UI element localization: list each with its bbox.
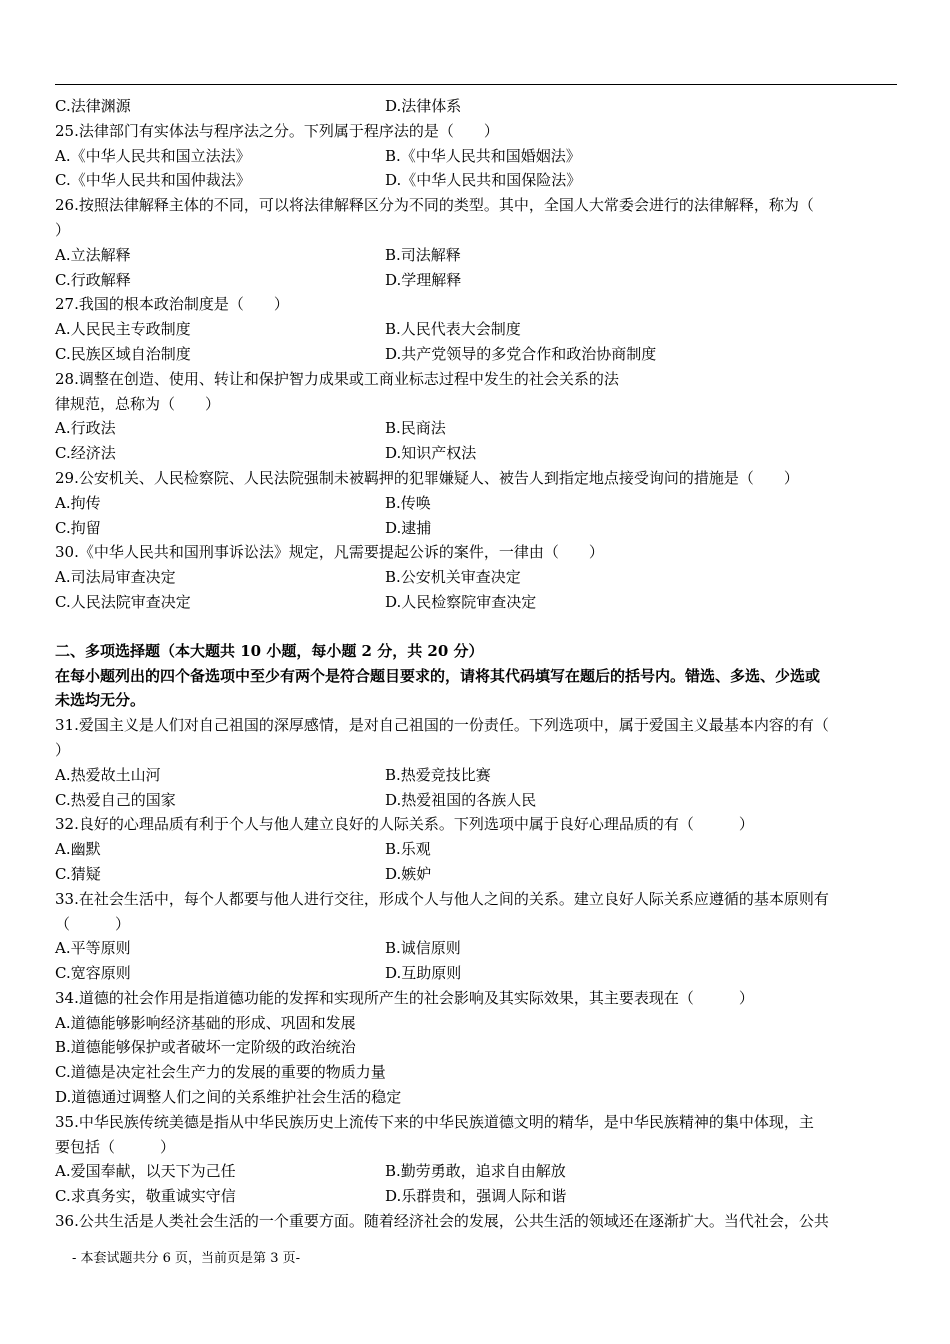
section-heading: 未选均无分。: [55, 691, 146, 710]
option-right: D.共产党领导的多党合作和政治协商制度: [385, 344, 657, 363]
option-left: A.平等原则: [55, 939, 131, 958]
option-right: D.人民检察院审查决定: [385, 592, 537, 611]
question-text: B.道德能够保护或者破坏一定阶级的政治统治: [55, 1038, 356, 1057]
option-right: B.热爱竞技比赛: [385, 765, 491, 784]
options-row: [55, 961, 897, 986]
question-text: 27.我国的根本政治制度是（ ）: [55, 295, 289, 314]
question-text: ）: [55, 220, 71, 239]
options-row: [55, 144, 897, 169]
option-left: C.热爱自己的国家: [55, 790, 176, 809]
option-left: A.行政法: [55, 419, 116, 438]
option-right: D.学理解释: [385, 270, 462, 289]
question-text: D.道德通过调整人们之间的关系维护社会生活的稳定: [55, 1088, 402, 1107]
question-text: 36.公共生活是人类社会生活的一个重要方面。随着经济社会的发展，公共生活的领域还在逐渐扩大。当代社会，公共: [55, 1212, 829, 1231]
option-right: B.司法解释: [385, 245, 461, 264]
option-right: B.人民代表大会制度: [385, 320, 521, 339]
question-text: 33.在社会生活中，每个人都要与他人进行交往，形成个人与他人之间的关系。建立良好人际关系应遵循的基本原则有: [55, 889, 829, 908]
question-text: 30.《中华人民共和国刑事诉讼法》规定，凡需要提起公诉的案件，一律由（ ）: [55, 543, 604, 562]
question-text: 28.调整在创造、使用、转让和保护智力成果或工商业标志过程中发生的社会关系的法: [55, 369, 619, 388]
option-right: D.《中华人民共和国保险法》: [385, 171, 582, 190]
section-gap: [55, 615, 897, 639]
option-right: D.法律体系: [385, 97, 462, 115]
question-text: 25.法律部门有实体法与程序法之分。下列属于程序法的是（ ）: [55, 121, 499, 140]
option-right: D.知识产权法: [385, 444, 477, 463]
options-row: [55, 837, 897, 862]
options-row: [55, 342, 897, 367]
option-left: C.人民法院审查决定: [55, 592, 191, 611]
option-left: C.宽容原则: [55, 964, 131, 983]
question-text: 34.道德的社会作用是指道德功能的发挥和实现所产生的社会影响及其实际效果，其主要表现在（ ）: [55, 988, 754, 1007]
options-row: [55, 168, 897, 193]
option-left: A.司法局审查决定: [55, 568, 176, 587]
question-text: 26.按照法律解释主体的不同，可以将法律解释区分为不同的类型。其中，全国人大常委会进行的法律解释，称为（: [55, 196, 814, 215]
options-row: [55, 590, 897, 615]
options-row: [55, 416, 897, 441]
question-text: 31.爱国主义是人们对自己祖国的深厚感情，是对自己祖国的一份责任。下列选项中，属于爱国主义最基本内容的有（: [55, 716, 829, 735]
options-row: [55, 243, 897, 268]
option-left: C.求真务实，敬重诚实守信: [55, 1187, 236, 1206]
option-right: B.《中华人民共和国婚姻法》: [385, 146, 581, 165]
option-right: D.热爱祖国的各族人民: [385, 790, 537, 809]
option-left: A.爱国奉献，以天下为己任: [55, 1162, 236, 1181]
question-text: ）: [55, 740, 71, 759]
option-right: B.传唤: [385, 493, 431, 512]
option-right: D.嫉妒: [385, 864, 432, 883]
option-left: A.拘传: [55, 493, 101, 512]
option-right: B.诚信原则: [385, 939, 461, 958]
option-right: D.乐群贵和，强调人际和谐: [385, 1187, 567, 1206]
options-row: [55, 1184, 897, 1209]
option-left: A.《中华人民共和国立法法》: [55, 146, 251, 165]
option-left: A.人民民主专政制度: [55, 320, 191, 339]
option-left: A.立法解释: [55, 245, 131, 264]
option-right: B.勤劳勇敢，追求自由解放: [385, 1162, 566, 1181]
options-row: [55, 94, 897, 119]
options-row: [55, 441, 897, 466]
section-heading: 在每小题列出的四个备选项中至少有两个是符合题目要求的，请将其代码填写在题后的括号内。错选、多选、少选或: [55, 666, 821, 685]
option-left: A.热爱故土山河: [55, 765, 161, 784]
option-left: C.拘留: [55, 518, 101, 537]
question-text: 35.中华民族传统美德是指从中华民族历史上流传下来的中华民族道德文明的精华，是中华民族精神的集中体现，主: [55, 1112, 814, 1131]
option-right: B.乐观: [385, 840, 431, 859]
options-row: [55, 516, 897, 541]
option-right: D.逮捕: [385, 518, 432, 537]
options-row: [55, 1159, 897, 1184]
options-row: [55, 317, 897, 342]
options-row: [55, 268, 897, 293]
option-left: C.行政解释: [55, 270, 131, 289]
options-row: [55, 936, 897, 961]
question-text: 要包括（ ）: [55, 1137, 176, 1156]
option-left: C.《中华人民共和国仲裁法》: [55, 171, 251, 190]
question-text: （ ）: [55, 914, 131, 933]
options-row: [55, 862, 897, 887]
question-text: A.道德能够影响经济基础的形成、巩固和发展: [55, 1013, 356, 1032]
question-text: C.道德是决定社会生产力的发展的重要的物质力量: [55, 1063, 386, 1082]
option-left: C.法律渊源: [55, 97, 131, 115]
section-heading: 二、多项选择题（本大题共 10 小题，每小题 2 分，共 20 分）: [55, 641, 484, 660]
options-row: [55, 788, 897, 813]
options-row: [55, 565, 897, 590]
options-row: [55, 763, 897, 788]
options-row: [55, 491, 897, 516]
page-footer: - 本套试题共分 6 页，当前页是第 3 页-: [72, 1251, 300, 1266]
option-left: C.猜疑: [55, 864, 101, 883]
option-right: D.互助原则: [385, 964, 462, 983]
option-right: B.民商法: [385, 419, 446, 438]
option-right: B.公安机关审查决定: [385, 568, 521, 587]
option-left: A.幽默: [55, 840, 101, 859]
question-text: 32.良好的心理品质有利于个人与他人建立良好的人际关系。下列选项中属于良好心理品质的有（ ）: [55, 815, 754, 834]
option-left: C.经济法: [55, 444, 116, 463]
question-text: 29.公安机关、人民检察院、人民法院强制未被羁押的犯罪嫌疑人、被告人到指定地点接受询问的措施是（ ）: [55, 468, 799, 487]
exam-page-content: [55, 94, 897, 1234]
question-text: 律规范，总称为（ ）: [55, 394, 221, 413]
header-rule: [55, 84, 897, 85]
option-left: C.民族区域自治制度: [55, 344, 191, 363]
